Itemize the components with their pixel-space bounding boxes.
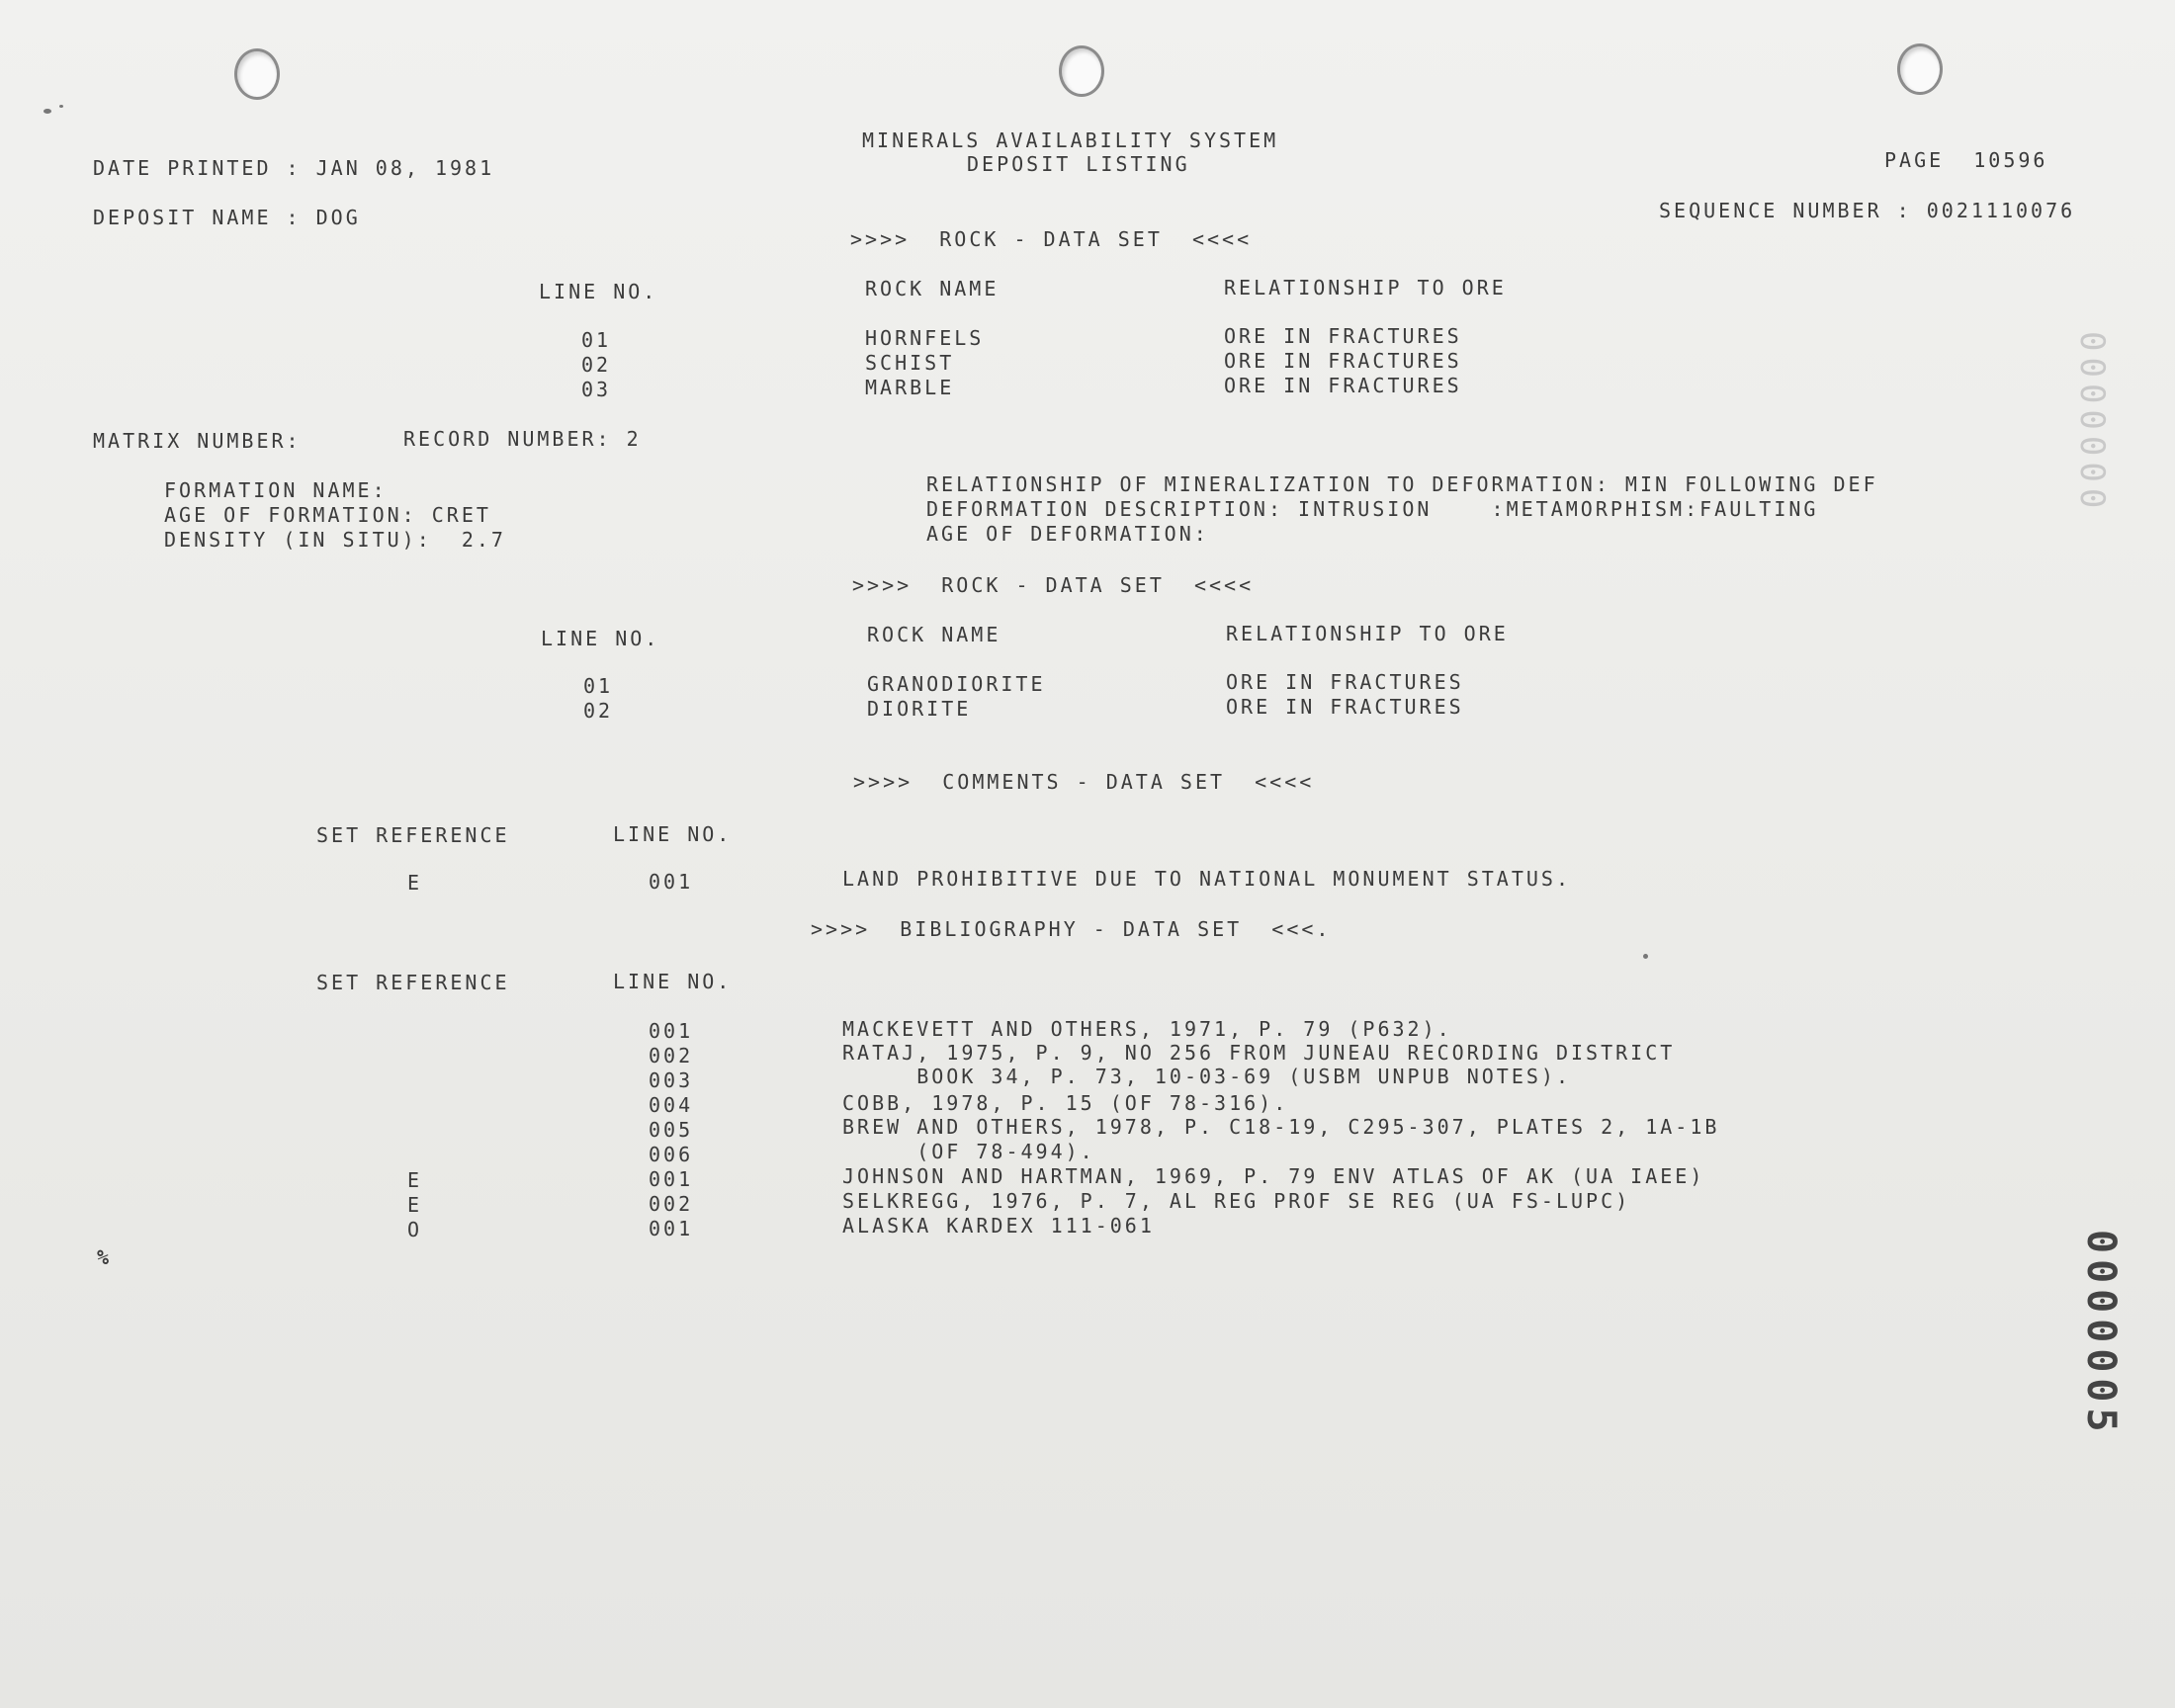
bib-text: COBB, 1978, P. 15 (OF 78-316).	[842, 1091, 1289, 1115]
comments-title: >>>> COMMENTS - DATA SET <<<<	[853, 770, 1315, 794]
deformation-description: DEFORMATION DESCRIPTION: INTRUSION :METAMORPHISM:FAULTING	[926, 497, 1819, 521]
age-of-formation: AGE OF FORMATION: CRET	[164, 503, 491, 527]
rock-set-1-title: >>>> ROCK - DATA SET <<<<	[850, 227, 1253, 251]
bib-text: RATAJ, 1975, P. 9, NO 256 FROM JUNEAU RECORDING DISTRICT	[842, 1041, 1676, 1065]
rock-set-1-col-line: LINE NO.	[539, 280, 658, 303]
comments-col-ref: SET REFERENCE	[316, 823, 510, 847]
comment-text: LAND PROHIBITIVE DUE TO NATIONAL MONUMENT STATUS.	[842, 867, 1572, 891]
rock-set-2-title: >>>> ROCK - DATA SET <<<<	[852, 573, 1255, 597]
table-row-rel: ORE IN FRACTURES	[1226, 670, 1464, 694]
table-row-rock: SCHIST	[865, 351, 955, 375]
table-row-rock: DIORITE	[867, 697, 972, 721]
paper-speck	[1643, 954, 1648, 959]
bib-text: JOHNSON AND HARTMAN, 1969, P. 79 ENV ATLAS OF AK (UA IAEE)	[842, 1164, 1705, 1188]
rock-set-1-col-rock: ROCK NAME	[865, 277, 1000, 300]
side-stamp-faint: 0000000	[2072, 331, 2112, 515]
bib-line: 001	[649, 1217, 694, 1240]
bib-line: 001	[649, 1167, 694, 1191]
deposit-name: DEPOSIT NAME : DOG	[93, 206, 361, 229]
date-printed: DATE PRINTED : JAN 08, 1981	[93, 156, 495, 180]
rock-set-2-col-rel: RELATIONSHIP TO ORE	[1226, 622, 1509, 645]
table-row-rock: GRANODIORITE	[867, 672, 1046, 696]
table-row-rel: ORE IN FRACTURES	[1226, 695, 1464, 719]
table-row-rel: ORE IN FRACTURES	[1224, 349, 1462, 373]
bibliography-col-ref: SET REFERENCE	[316, 971, 510, 994]
bibliography-title: >>>> BIBLIOGRAPHY - DATA SET <<<.	[811, 917, 1332, 941]
bibliography-col-line: LINE NO.	[613, 970, 733, 993]
bib-ref: O	[407, 1218, 423, 1241]
paper-speck	[59, 105, 63, 108]
footer-mark: %	[97, 1245, 113, 1269]
bib-line: 002	[649, 1044, 694, 1068]
record-number: RECORD NUMBER: 2	[403, 427, 642, 451]
bib-line: 005	[649, 1118, 694, 1142]
side-stamp-number: 0000005	[2078, 1230, 2124, 1438]
page-number: PAGE 10596	[1884, 148, 2048, 172]
bib-line: 001	[649, 1019, 694, 1043]
table-row-line: 01	[581, 328, 612, 352]
table-row-line: 02	[581, 353, 612, 377]
density-in-situ: DENSITY (IN SITU): 2.7	[164, 528, 506, 552]
matrix-number: MATRIX NUMBER:	[93, 429, 302, 453]
bib-text: BOOK 34, P. 73, 10-03-69 (USBM UNPUB NOTES).	[842, 1065, 1572, 1088]
rock-set-1-col-rel: RELATIONSHIP TO ORE	[1224, 276, 1507, 299]
bib-line: 003	[649, 1068, 694, 1092]
comment-line: 001	[649, 870, 694, 894]
system-title: MINERALS AVAILABILITY SYSTEM	[862, 128, 1279, 152]
listing-title: DEPOSIT LISTING	[967, 152, 1190, 176]
age-of-deformation: AGE OF DEFORMATION:	[926, 522, 1209, 546]
bib-line: 002	[649, 1192, 694, 1216]
paper-speck	[44, 109, 51, 114]
table-row-rel: ORE IN FRACTURES	[1224, 324, 1462, 348]
bib-text: (OF 78-494).	[842, 1140, 1095, 1163]
bib-ref: E	[407, 1193, 423, 1217]
bib-text: ALASKA KARDEX 111-061	[842, 1214, 1155, 1238]
table-row-line: 01	[583, 674, 614, 698]
table-row-rock: MARBLE	[865, 376, 955, 399]
punch-hole-left	[234, 48, 280, 100]
formation-name: FORMATION NAME:	[164, 478, 388, 502]
table-row-line: 02	[583, 699, 614, 723]
table-row-rel: ORE IN FRACTURES	[1224, 374, 1462, 397]
bib-line: 006	[649, 1143, 694, 1166]
punch-hole-right	[1897, 43, 1943, 95]
bib-line: 004	[649, 1093, 694, 1117]
table-row-line: 03	[581, 378, 612, 401]
bib-text: MACKEVETT AND OTHERS, 1971, P. 79 (P632).	[842, 1017, 1452, 1041]
mineralization-relationship: RELATIONSHIP OF MINERALIZATION TO DEFORMATION: MIN FOLLOWING DEF	[926, 472, 1878, 496]
rock-set-2-col-rock: ROCK NAME	[867, 623, 1001, 646]
bib-text: SELKREGG, 1976, P. 7, AL REG PROF SE REG (UA FS-LUPC)	[842, 1189, 1631, 1213]
sequence-number: SEQUENCE NUMBER : 0021110076	[1659, 199, 2076, 222]
table-row-rock: HORNFELS	[865, 326, 985, 350]
bib-ref: E	[407, 1168, 423, 1192]
comments-col-line: LINE NO.	[613, 822, 733, 846]
punch-hole-center	[1059, 45, 1104, 97]
rock-set-2-col-line: LINE NO.	[541, 627, 660, 650]
bib-text: BREW AND OTHERS, 1978, P. C18-19, C295-307, PLATES 2, 1A-1B	[842, 1115, 1720, 1139]
comment-ref: E	[407, 871, 423, 895]
